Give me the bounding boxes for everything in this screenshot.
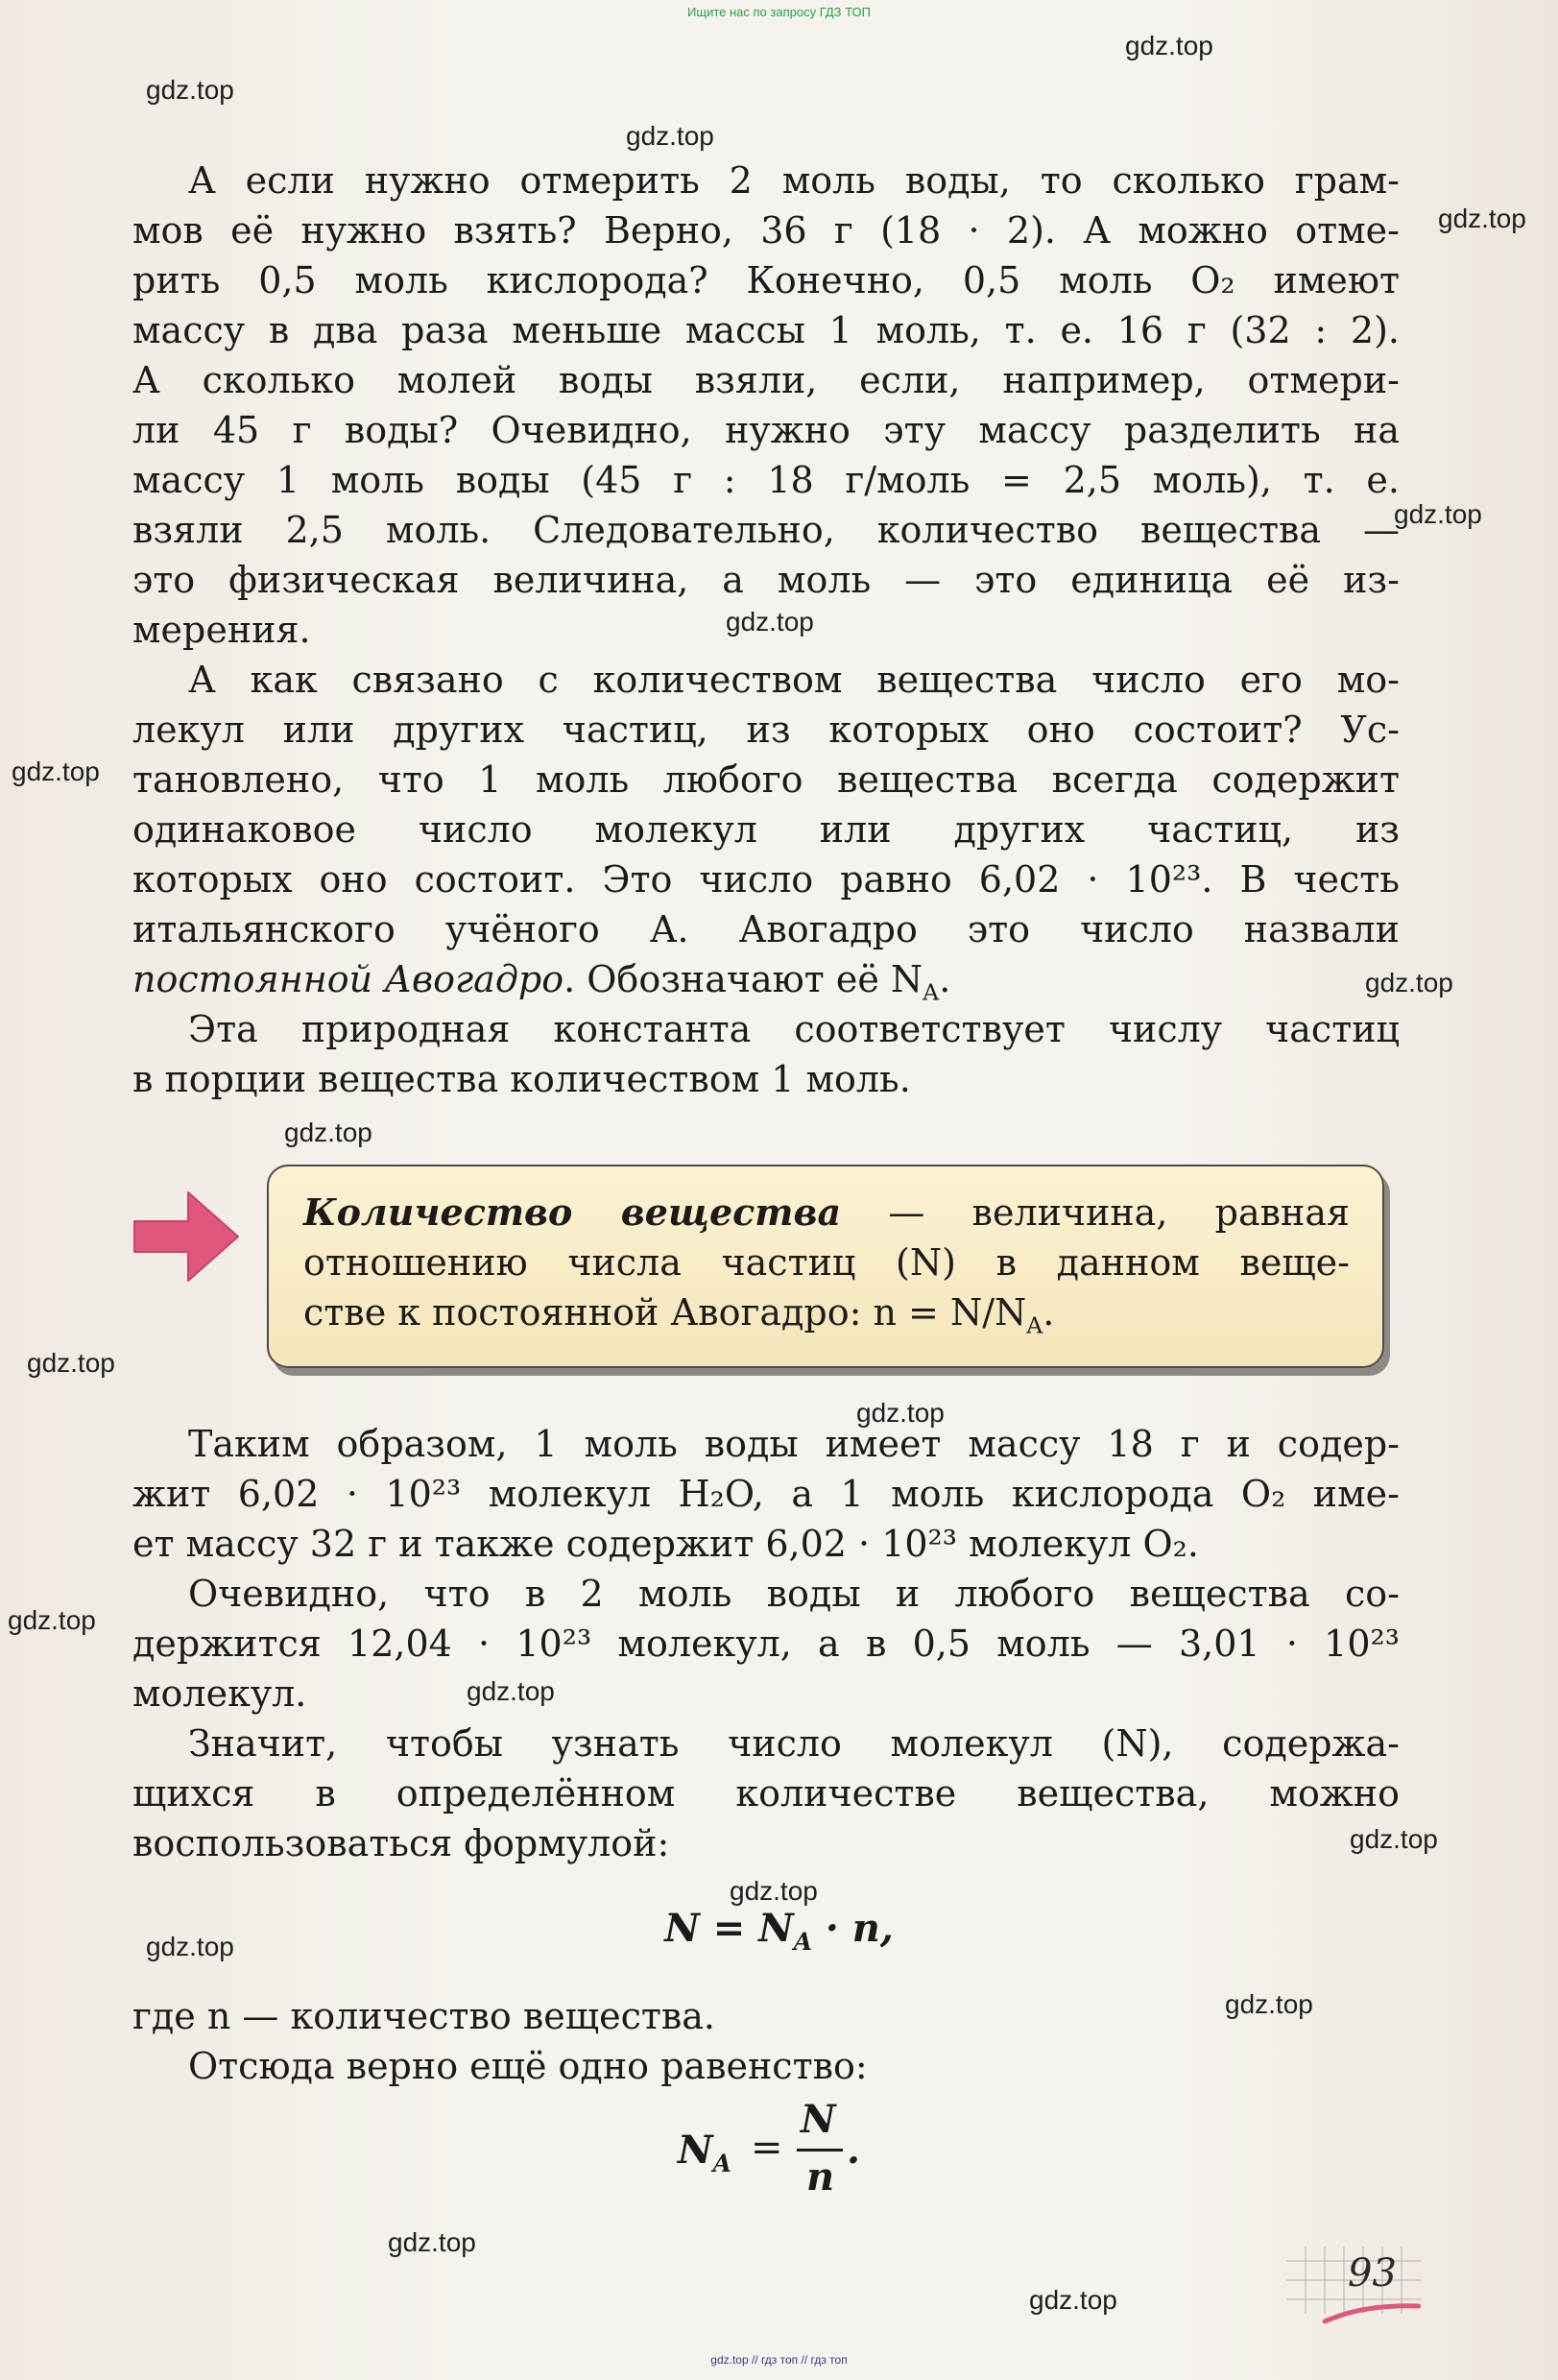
- watermark: gdz.top: [730, 1876, 818, 1906]
- text-line: [132, 954, 1400, 1004]
- text-line: [303, 1188, 1350, 1238]
- text-line: Эта природная константа соответствует числу частиц: [188, 1008, 1400, 1050]
- text-line: Значит, чтобы узнать число молекул (N), содержа-: [188, 1722, 1400, 1765]
- definition-box: [267, 1165, 1384, 1368]
- page-number: 93: [1348, 2251, 1397, 2296]
- text-line: Отсюда верно ещё одно равенство:: [188, 2045, 868, 2087]
- watermark: gdz.top: [1394, 499, 1482, 529]
- text-line: взяли 2,5 моль. Следовательно, количество вещества —: [132, 509, 1400, 551]
- text-line: воспользоваться формулой:: [132, 1822, 670, 1864]
- formula-numerator: N: [801, 2097, 836, 2142]
- text-line: отношению числа частиц (N) в данном веще-: [303, 1241, 1350, 1284]
- text-line: держится 12,04 · 10²³ молекул, а в 0,5 моль — 3,01 · 10²³: [132, 1623, 1400, 1665]
- text-span: стве к постоянной Авогадро: n = N/N: [303, 1291, 1027, 1334]
- watermark: gdz.top: [146, 75, 234, 105]
- text-line: ли 45 г воды? Очевидно, нужно эту массу разделить на: [132, 409, 1400, 451]
- text-line: лекул или других частиц, из которых оно состоит? Ус-: [132, 709, 1400, 751]
- subscript: A: [923, 978, 940, 1006]
- paragraph-1: [132, 156, 1400, 655]
- watermark: gdz.top: [1225, 1989, 1313, 2019]
- text-line: массу в два раза меньше массы 1 моль, т. е. 16 г (32 : 2).: [132, 309, 1400, 351]
- top-note: Ищите нас по запросу ГДЗ ТОП: [687, 5, 871, 19]
- watermark: gdz.top: [1029, 2285, 1117, 2315]
- text-line: А если нужно отмерить 2 моль воды, то сколько грам-: [188, 159, 1400, 202]
- text-line: тановлено, что 1 моль любого вещества всегда содержит: [132, 758, 1400, 801]
- text-span: — величина, равная: [841, 1191, 1350, 1234]
- text-line: молекул.: [132, 1672, 307, 1715]
- text-line: Таким образом, 1 моль воды имеет массу 18 г и содер-: [188, 1423, 1400, 1465]
- watermark: gdz.top: [1350, 1824, 1438, 1854]
- watermark: gdz.top: [8, 1605, 96, 1635]
- text-span: . Обозначают её N: [563, 958, 923, 1000]
- subscript: A: [712, 2150, 731, 2177]
- text-line: ет массу 32 г и также содержит 6,02 · 10²³ молекул O₂.: [132, 1523, 1199, 1565]
- watermark: gdz.top: [856, 1398, 945, 1428]
- watermark: gdz.top: [467, 1676, 555, 1706]
- watermark: gdz.top: [1365, 968, 1453, 998]
- subscript: A: [1026, 1311, 1043, 1339]
- definition-term: Количество вещества: [303, 1190, 842, 1234]
- formula-lhs: [678, 2128, 731, 2177]
- text-line: мов её нужно взять? Верно, 36 г (18 · 2). А можно отме-: [132, 209, 1400, 252]
- text-line: Очевидно, что в 2 моль воды и любого вещества со-: [188, 1573, 1400, 1615]
- watermark: gdz.top: [146, 1932, 234, 1961]
- text-span: .: [939, 958, 951, 1000]
- text-span: .: [1043, 1291, 1055, 1334]
- pointer-arrow-icon: [129, 1179, 244, 1294]
- watermark: gdz.top: [626, 121, 714, 151]
- term-avogadro-constant: постоянной Авогадро: [132, 958, 564, 1000]
- formula-period: .: [847, 2128, 860, 2173]
- text-line: одинаковое число молекул или других частиц, из: [132, 808, 1400, 851]
- paragraph-5: [132, 1569, 1400, 1719]
- text-line: которых оно состоит. Это число равно 6,02 · 10²³. В честь: [132, 858, 1400, 901]
- watermark: gdz.top: [284, 1118, 372, 1147]
- text-line: щихся в определённом количестве вещества, можно: [132, 1772, 1400, 1815]
- watermark: gdz.top: [1438, 204, 1526, 233]
- subscript: A: [793, 1928, 812, 1956]
- paragraph-6: [132, 1719, 1400, 1868]
- watermark: gdz.top: [27, 1348, 115, 1378]
- fraction-bar: [797, 2149, 843, 2152]
- text-line: [303, 1287, 1350, 1337]
- text-line: массу 1 моль воды (45 г : 18 г/моль = 2,5 моль), т. е.: [132, 459, 1400, 501]
- text-line: в порции вещества количеством 1 моль.: [132, 1058, 911, 1100]
- text-line: рить 0,5 моль кислорода? Конечно, 0,5 моль O₂ имеют: [132, 259, 1400, 301]
- text-line: это физическая величина, а моль — это единица её из-: [132, 559, 1400, 601]
- bottom-note: gdz.top // гдз топ // гдз топ: [710, 2353, 848, 2367]
- formula-part: N: [678, 2128, 713, 2173]
- watermark: gdz.top: [12, 757, 100, 786]
- formula-part: · n,: [811, 1906, 894, 1951]
- watermark: gdz.top: [726, 607, 814, 637]
- text-line: мерения.: [132, 609, 311, 651]
- paragraph-4: [132, 1419, 1400, 1569]
- text-line: А как связано с количеством вещества число его мо-: [188, 659, 1400, 701]
- watermark: gdz.top: [1125, 31, 1213, 60]
- formula-equals: =: [751, 2126, 783, 2170]
- watermark: gdz.top: [388, 2227, 476, 2257]
- paragraph-2: [132, 655, 1400, 1004]
- text-line: жит 6,02 · 10²³ молекул H₂O, а 1 моль кислорода O₂ име-: [132, 1473, 1400, 1515]
- formula-part: N = N: [664, 1906, 794, 1951]
- text-line: где n — количество вещества.: [132, 1995, 715, 2037]
- formula-denominator: n: [806, 2154, 835, 2200]
- text-line: итальянского учёного А. Авогадро это число назвали: [132, 908, 1400, 950]
- paragraph-7: [132, 1991, 1400, 2091]
- definition-text: [303, 1188, 1350, 1337]
- paragraph-3: [132, 1004, 1400, 1104]
- text-line: А сколько молей воды взяли, если, например, отмери-: [132, 359, 1400, 401]
